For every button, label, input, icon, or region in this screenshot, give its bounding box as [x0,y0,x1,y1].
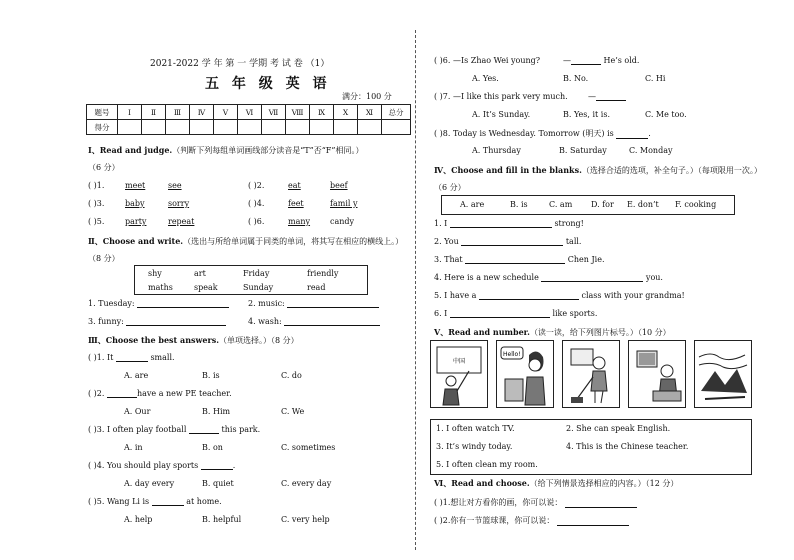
s4-post: strong! [554,219,584,228]
section1-points: （6 分） [88,163,120,172]
s1-word: famil y [330,199,358,208]
s1-item-num: ( )4. [248,199,265,208]
s3-pre: Today is Wednesday. Tomorrow (明天) is [452,129,614,138]
score-col: Ⅱ [142,105,166,120]
s4-item [434,291,685,300]
s5-sentence: 4. This is the Chinese teacher. [566,442,689,451]
s4-pre: 6. I [434,309,448,318]
score-col: Ⅸ [310,105,334,120]
score-col: Ⅺ [358,105,382,120]
s3-option: C. every day [281,479,332,488]
s3-post: at home. [186,497,222,506]
picture-english [496,340,554,408]
score-cell[interactable] [286,120,310,135]
score-col: Ⅹ [334,105,358,120]
s3-option: B. Him [202,407,231,416]
answer-blank[interactable] [137,307,229,308]
score-col: Ⅵ [238,105,262,120]
answer-blank[interactable] [450,227,552,228]
s3-num: ( )7. [434,92,451,101]
s1-word: feet [288,199,304,208]
s1-word: repeat [168,217,195,226]
s3-option: C. very help [281,515,330,524]
option-bank-item: C. am [549,200,573,209]
s4-item [434,273,663,282]
section5-title: Ⅴ、Read and number. [434,327,530,337]
answer-blank[interactable] [465,263,565,264]
s3-option: C. sometimes [281,443,336,452]
s5-sentence: 3. It’s windy today. [436,442,513,451]
s3-post: have a new PE teacher. [136,389,232,398]
score-cell[interactable] [118,120,142,135]
s1-word: many [288,217,311,226]
section5-points: （10 分） [637,328,671,337]
s4-post: like sports. [552,309,598,318]
score-table-row-label: 题号 [87,105,118,120]
section1-instruction: （判断下列每组单词画线部分读音是“T”否“F”相同。） [172,146,364,155]
section2-instruction: （选出与所给单词属于同类的单词，将其写在相应的横线上。） [183,237,404,246]
section2-title: Ⅱ、Choose and write. [88,236,184,246]
word-bank-word: Sunday [243,283,274,292]
option-bank-item: F. cooking [675,200,717,209]
score-cell[interactable] [166,120,190,135]
score-table-score-row [87,120,411,135]
s2-item [248,317,380,326]
score-cell[interactable] [334,120,358,135]
answer-blank[interactable] [284,325,380,326]
word-bank-word: shy [148,269,162,278]
section1-heading [88,145,363,156]
s3-num: ( )5. [88,497,105,506]
s1-word: eat [288,181,301,190]
section6-title: Ⅵ、Read and choose. [434,478,530,488]
s3-dash: — [562,56,571,65]
girl-speaking-illustration [497,341,553,407]
option-bank-item: D. for [591,200,614,209]
full-score: 满分：100 分 [342,92,392,101]
s1-item-num: ( )5. [88,217,105,226]
s2-item [88,317,226,326]
page-title: 五 年 级 英 语 [205,76,331,92]
s3-num: ( )2. [88,389,105,398]
cleaning-room-illustration [563,341,619,407]
s3-option: B. is [202,371,220,380]
s2-item-label: 2. music: [248,299,285,308]
s3-pre: —Is Zhao Wei young? [452,56,541,65]
s3-num: ( )6. [434,56,451,65]
score-col: Ⅶ [262,105,286,120]
section6-instruction: （给下列情景选择相应的内容。）（12 分） [529,479,679,488]
section3-title: Ⅲ、Choose the best answers. [88,335,220,345]
s3-question [88,497,222,506]
s3-option: A. day every [124,479,175,488]
score-col-total: 总分 [382,105,411,120]
s2-item-label: 1. Tuesday: [88,299,135,308]
s3-question [434,92,626,101]
s1-item-num: ( )2. [248,181,265,190]
s3-post: He’s old. [603,56,640,65]
page-divider [415,30,416,550]
section2-points: （8 分） [88,254,120,263]
answer-blank[interactable] [616,138,648,139]
score-table-header-row [87,105,411,120]
score-cell[interactable] [262,120,286,135]
s1-word: see [168,181,182,190]
answer-blank[interactable] [450,317,550,318]
section5-heading [434,327,671,338]
s3-option: C. Monday [629,146,673,155]
score-col: Ⅴ [214,105,238,120]
teacher-blackboard-illustration [431,341,487,407]
s3-num: ( )4. [88,461,105,470]
answer-blank[interactable] [557,525,629,526]
s1-word: party [125,217,147,226]
s4-pre: 4. Here is a new schedule [434,273,539,282]
s2-item-label: 4. wash: [248,317,282,326]
s2-item-label: 3. funny: [88,317,124,326]
s1-word: sorry [168,199,190,208]
s3-post: . [648,129,651,138]
score-cell[interactable] [310,120,334,135]
answer-blank[interactable] [571,64,601,65]
s3-num: ( )1. [88,353,105,362]
s3-post: . [232,461,236,470]
word-bank-word: art [194,269,206,278]
s1-word: beef [330,181,348,190]
picture-tv [628,340,686,408]
score-cell[interactable] [238,120,262,135]
picture-windy [694,340,752,408]
s1-item-num: ( )3. [88,199,105,208]
s3-pre: I often play football [106,425,187,434]
s3-pre: Wang Li is [106,497,150,506]
s3-question [88,461,235,470]
option-bank-item: E. don’t [627,200,659,209]
s3-option: B. No. [563,74,589,83]
s3-option: B. Yes, it is. [563,110,610,119]
score-table-row-label: 得分 [87,120,118,135]
s1-word: candy [330,217,355,226]
word-bank-word: speak [194,283,218,292]
word-bank-word: Friday [243,269,270,278]
section1-title: Ⅰ、Read and judge. [88,145,173,155]
s3-question [88,353,175,362]
s2-item [248,299,379,308]
answer-blank[interactable] [596,100,626,101]
s4-item [434,255,605,264]
s1-item-num: ( )6. [248,217,265,226]
s3-option: A. It’s Sunday. [472,110,531,119]
s3-num: ( )3. [88,425,105,434]
section4-title: Ⅳ、Choose and fill in the blanks. [434,165,582,175]
s3-pre: It [106,353,114,362]
s4-pre: 5. I have a [434,291,477,300]
score-cell[interactable] [142,120,166,135]
s3-question [434,56,639,65]
s5-sentence: 2. She can speak English. [566,424,671,433]
section3-instruction: （单项选择。） [219,336,272,345]
score-cell[interactable] [214,120,238,135]
section6-heading [434,478,678,489]
answer-blank[interactable] [201,469,233,470]
speech-bubble-text: Hello! [503,351,521,358]
answer-blank[interactable] [541,281,643,282]
s3-option: B. quiet [202,479,234,488]
score-col: Ⅰ [118,105,142,120]
s4-item [434,237,581,246]
option-bank-item: A. are [460,200,485,209]
s3-option: A. Our [124,407,151,416]
s4-post: class with your grandma! [581,291,685,300]
answer-blank[interactable] [116,361,148,362]
s3-option: B. on [202,443,223,452]
s4-item [434,219,584,228]
section4-heading [434,165,762,176]
watching-tv-illustration [629,341,685,407]
section3-points: （8 分） [271,336,299,345]
s2-item [88,299,229,308]
answer-blank[interactable] [189,433,219,434]
section2-heading [88,236,403,247]
picture-teacher [430,340,488,408]
s3-question [434,128,651,139]
section4-instruction: （选择合适的选项，补全句子。）（每项限用一次。） [581,166,762,175]
s3-pre: —I like this park very much. [452,92,568,101]
s4-post: you. [645,273,663,282]
s3-option: C. do [281,371,302,380]
s6-item [434,497,637,508]
s3-pre: You should play sports [106,461,199,470]
s1-word: baby [125,199,145,208]
s3-option: A. help [124,515,153,524]
word-bank-word: friendly [307,269,339,278]
section5-instruction: （读一读，给下列图片标号。） [529,328,638,337]
score-col: Ⅳ [190,105,214,120]
word-bank-word: maths [148,283,173,292]
s4-pre: 2. You [434,237,459,246]
s1-item-num: ( )1. [88,181,105,190]
s3-question [88,425,260,434]
score-cell[interactable] [190,120,214,135]
s3-option: B. helpful [202,515,242,524]
s5-sentence: 1. I often watch TV. [436,424,515,433]
score-col: Ⅷ [286,105,310,120]
s3-question [88,389,232,398]
s3-option: A. are [124,371,149,380]
section3-heading [88,335,299,346]
s3-option: A. Yes. [472,74,499,83]
s6-item [434,515,629,526]
s1-word: meet [125,181,146,190]
s4-pre: 3. That [434,255,463,264]
answer-blank[interactable] [479,299,579,300]
word-bank-word: read [307,283,326,292]
s3-option: C. Hi [645,74,666,83]
s3-option: B. Saturday [559,146,607,155]
s3-post: small. [150,353,175,362]
s4-post: Chen Jie. [567,255,605,264]
s4-pre: 1. I [434,219,448,228]
s3-option: C. We [281,407,305,416]
s4-item [434,309,597,318]
section4-points: （6 分） [434,183,466,192]
answer-blank[interactable] [461,245,563,246]
s6-prompt: ( )2.你有一节篮球课，你可以说： [434,516,555,525]
s6-prompt: ( )1.想让对方看你的画，你可以说： [434,498,563,507]
s5-sentence: 5. I often clean my room. [436,460,538,469]
answer-blank[interactable] [287,307,379,308]
answer-blank[interactable] [126,325,226,326]
s3-num: ( )8. [434,129,451,138]
answer-blank[interactable] [107,397,137,398]
s3-option: A. in [124,443,143,452]
picture-clean [562,340,620,408]
svg-text:中国: 中国 [453,358,466,365]
s4-post: tall. [565,237,582,246]
s3-dash: — [588,92,596,101]
s3-option: C. Me too. [645,110,687,119]
windy-day-illustration [695,341,751,407]
answer-blank[interactable] [152,505,184,506]
s3-option: A. Thursday [472,146,521,155]
score-col: Ⅲ [166,105,190,120]
option-bank-item: B. is [510,200,528,209]
answer-blank[interactable] [565,507,637,508]
score-cell[interactable] [358,120,382,135]
score-table [86,104,411,135]
exam-year-title: 2021-2022 学 年 第 一 学期 考 试 卷 （1） [150,59,330,69]
s3-post: this park. [221,425,261,434]
score-cell[interactable] [382,120,411,135]
